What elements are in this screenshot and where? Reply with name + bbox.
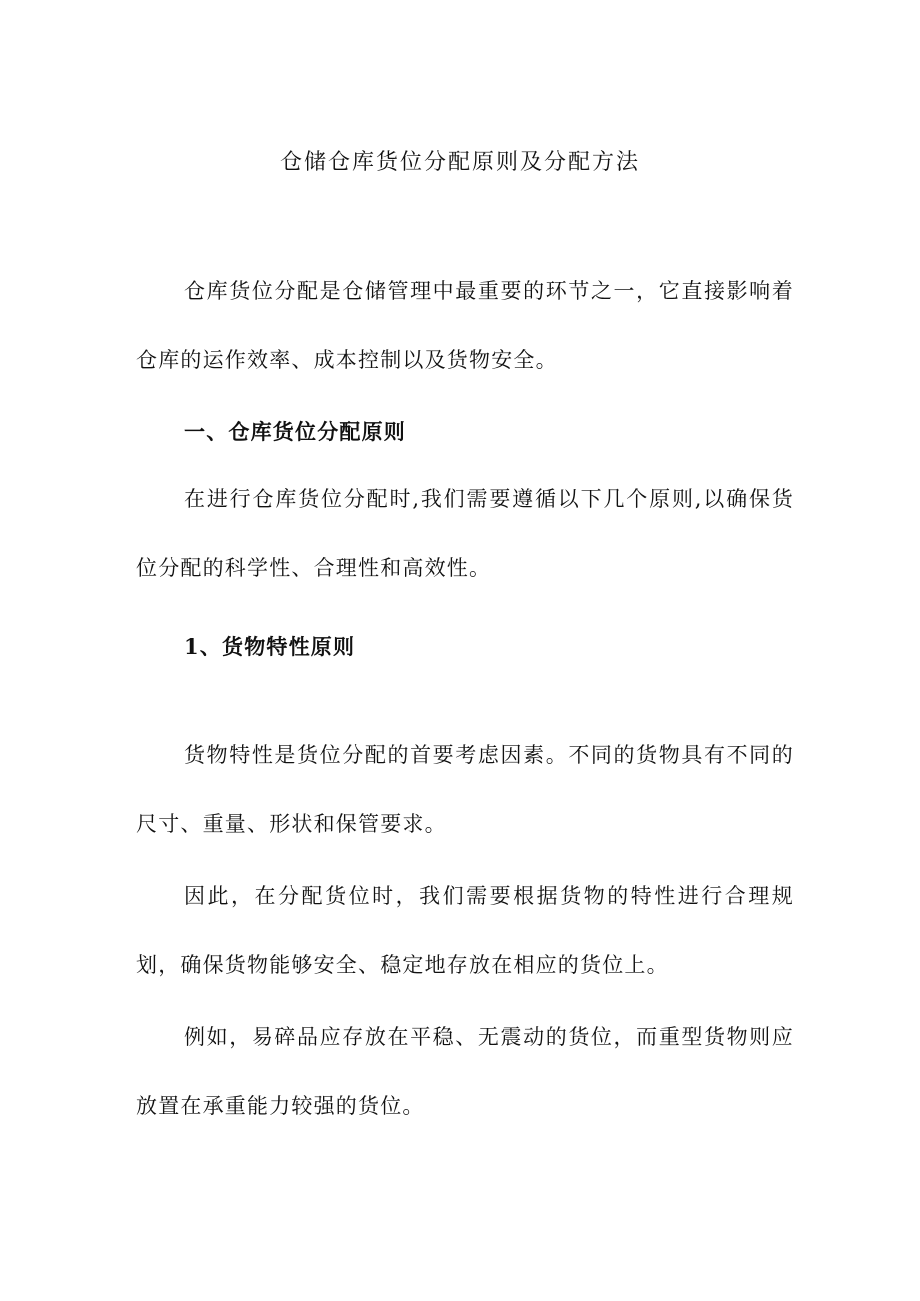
- cargo-characteristics-paragraph-2: 因此，在分配货位时，我们需要根据货物的特性进行合理规划，确保货物能够安全、稳定地存放在相应的货位上。: [136, 884, 794, 977]
- intro-paragraph: 仓库货位分配是仓储管理中最重要的环节之一，它直接影响着仓库的运作效率、成本控制以及货物安全。: [136, 279, 794, 372]
- section-heading-principles: 一、仓库货位分配原则: [184, 419, 406, 444]
- document-title: 仓储仓库货位分配原则及分配方法: [279, 150, 640, 175]
- cargo-characteristics-paragraph-3: 例如，易碎品应存放在平稳、无震动的货位，而重型货物则应放置在承重能力较强的货位。: [136, 1025, 794, 1118]
- principles-paragraph: 在进行仓库货位分配时,我们需要遵循以下几个原则,以确保货位分配的科学性、合理性和高效性。: [136, 487, 794, 580]
- cargo-characteristics-paragraph-1: 货物特性是货位分配的首要考虑因素。不同的货物具有不同的尺寸、重量、形状和保管要求。: [136, 743, 794, 836]
- subsection-heading-cargo-characteristics: 1、货物特性原则: [184, 634, 356, 659]
